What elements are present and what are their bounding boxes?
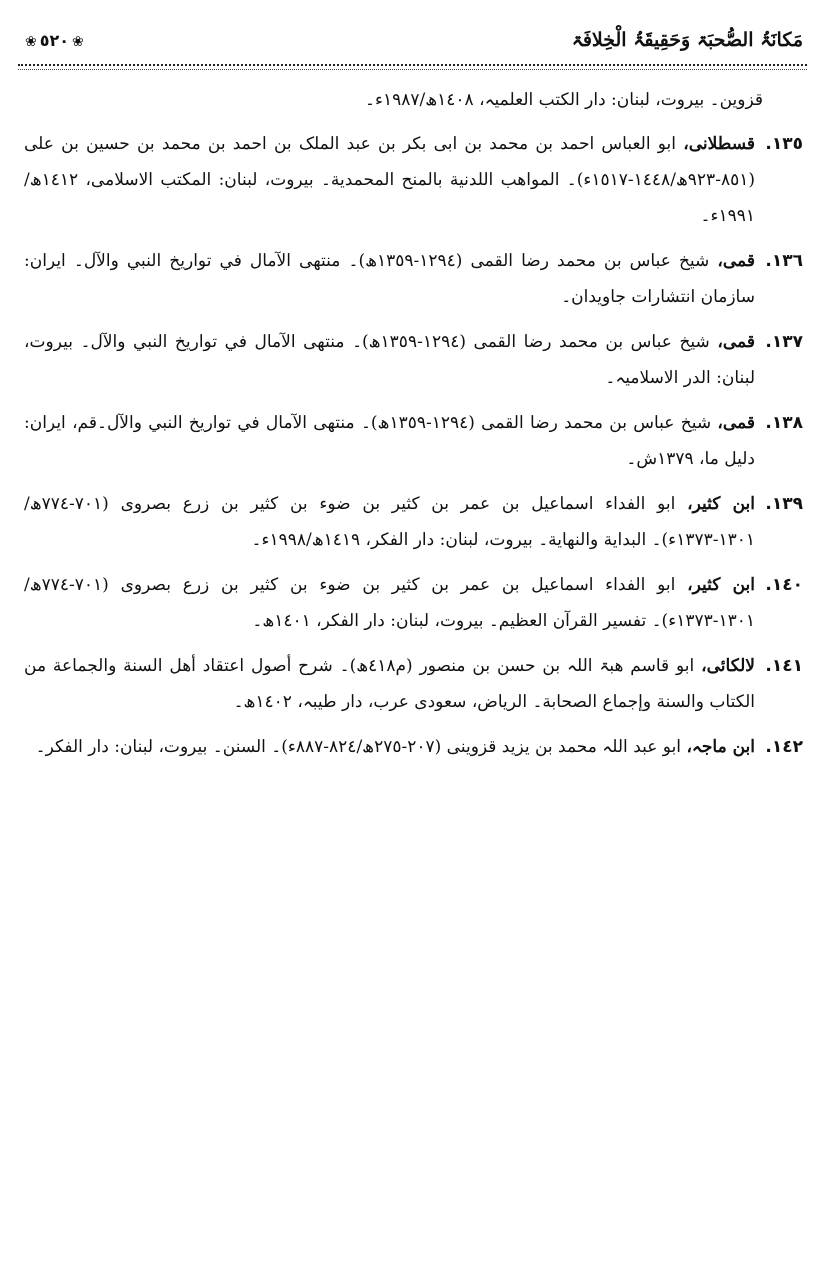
entry-author: قسطلانی، <box>683 134 755 154</box>
bibliography-entry <box>24 567 803 639</box>
entry-author: ابن کثیر، <box>687 494 755 514</box>
ornament-icon: ❀ <box>72 33 84 50</box>
bibliography-entry <box>24 729 803 765</box>
running-title: مَكانَۃُ الصُّحبَۃ وَحَقِیقَۃُ الْخِلافَۃ <box>571 29 803 51</box>
entry-number: ١٣٨. <box>765 413 803 433</box>
page-number-block <box>22 31 87 50</box>
entry-details: ابو الفداء اسماعیل بن عمر بن کثیر بن ضوء بن کثیر بن زرع بصروی (٧٠١-٧٧٤ھ/١٣٠١-١٣٧٣ء)۔ تفسير القرآن العظيم۔ بیروت، لبنان: دار الفکر، ١٤٠١ھ۔ <box>24 575 755 631</box>
entry-number: ١٤٠. <box>765 575 803 595</box>
entry-number: ١٣٦. <box>765 251 803 271</box>
continued-entry-line: قزوین۔ بیروت، لبنان: دار الکتب العلمیہ، ١٤٠٨ھ/١٩٨٧ء۔ <box>365 90 763 110</box>
entry-text <box>24 729 755 765</box>
bibliography-entry <box>24 126 803 234</box>
entry-number: ١٣٩. <box>765 494 803 514</box>
entry-details: شیخ عباس بن محمد رضا القمی (١٢٩٤-١٣٥٩ھ)۔ منتهی الآمال في تواريخ النبي والآل۔ ایران: سازمان انتشارات جاویدان۔ <box>24 251 755 307</box>
bibliography-entry <box>24 324 803 396</box>
entry-details: ابو الفداء اسماعیل بن عمر بن کثیر بن ضوء بن کثیر بن زرع بصروی (٧٠١-٧٧٤ھ/١٣٠١-١٣٧٣ء)۔ البداية والنهاية۔ بیروت، لبنان: دار الفکر، ١٤١٩ھ/١٩٩٨ء۔ <box>24 494 755 550</box>
header-divider <box>18 64 807 66</box>
entry-text <box>24 126 755 234</box>
entry-details: شیخ عباس بن محمد رضا القمی (١٢٩٤-١٣٥٩ھ)۔ منتهی الآمال في تواريخ النبي والآل۔ بیروت، لبنان: الدر الاسلامیہ۔ <box>24 332 755 388</box>
entry-author: قمی، <box>717 413 756 433</box>
header-divider-secondary <box>18 69 807 70</box>
entry-author: ابن کثیر، <box>687 575 755 595</box>
entry-number: ١٣٥. <box>765 134 803 154</box>
entry-text <box>24 567 755 639</box>
entry-details: ابو العباس احمد بن محمد بن ابی بکر بن عبد الملک بن احمد بن محمد بن حسین بن علی (٨٥١-٩٢٣ھ/١٤٤٨-١٥١٧ء)۔ المواهب اللدنية بالمنح المحمدية۔ بیروت، لبنان: المکتب الاسلامی، ١٤١٢ھ/١٩٩١ء۔ <box>24 134 755 226</box>
entry-details: ابو عبد اللہ محمد بن یزید قزوینی (٢٠٧-٢٧٥ھ/٨٢٤-٨٨٧ء)۔ السنن۔ بیروت، لبنان: دار الفکر۔ <box>35 737 687 757</box>
entry-text <box>24 648 755 720</box>
bibliography-entry <box>24 486 803 558</box>
entry-author: قمی، <box>717 332 755 352</box>
entry-text <box>24 243 755 315</box>
bibliography-entry <box>24 243 803 315</box>
entry-details: ابو قاسم هبۃ اللہ بن حسن بن منصور (م٤١٨ھ)۔ شرح أصول اعتقاد أهل السنة والجماعة من الكتاب والسنة وإجماع الصحابة۔ الریاض، سعودی عرب، دار طیبہ، ١٤٠٢ھ۔ <box>24 656 755 712</box>
bibliography-entry <box>24 405 803 477</box>
entry-details: شیخ عباس بن محمد رضا القمی (١٢٩٤-١٣٥٩ھ)۔ منتهی الآمال في تواريخ النبي والآل۔قم، ایران: دلیل ما، ١٣٧٩ش۔ <box>24 413 755 469</box>
entry-number: ١٤١. <box>765 656 803 676</box>
entry-author: ابن ماجہ، <box>686 737 755 757</box>
entry-number: ١٣٧. <box>765 332 803 352</box>
ornament-icon: ❀ <box>25 33 37 50</box>
page-number: ٥٢٠ <box>39 30 70 50</box>
bibliography-list <box>18 82 807 765</box>
entry-text <box>24 486 755 558</box>
bibliography-entry <box>24 648 803 720</box>
entry-text <box>24 405 755 477</box>
entry-author: لالکائی، <box>701 656 755 676</box>
entry-author: قمی، <box>717 251 755 271</box>
page-header <box>18 22 807 58</box>
entry-text <box>24 324 755 396</box>
entry-number: ١٤٢. <box>765 737 803 757</box>
